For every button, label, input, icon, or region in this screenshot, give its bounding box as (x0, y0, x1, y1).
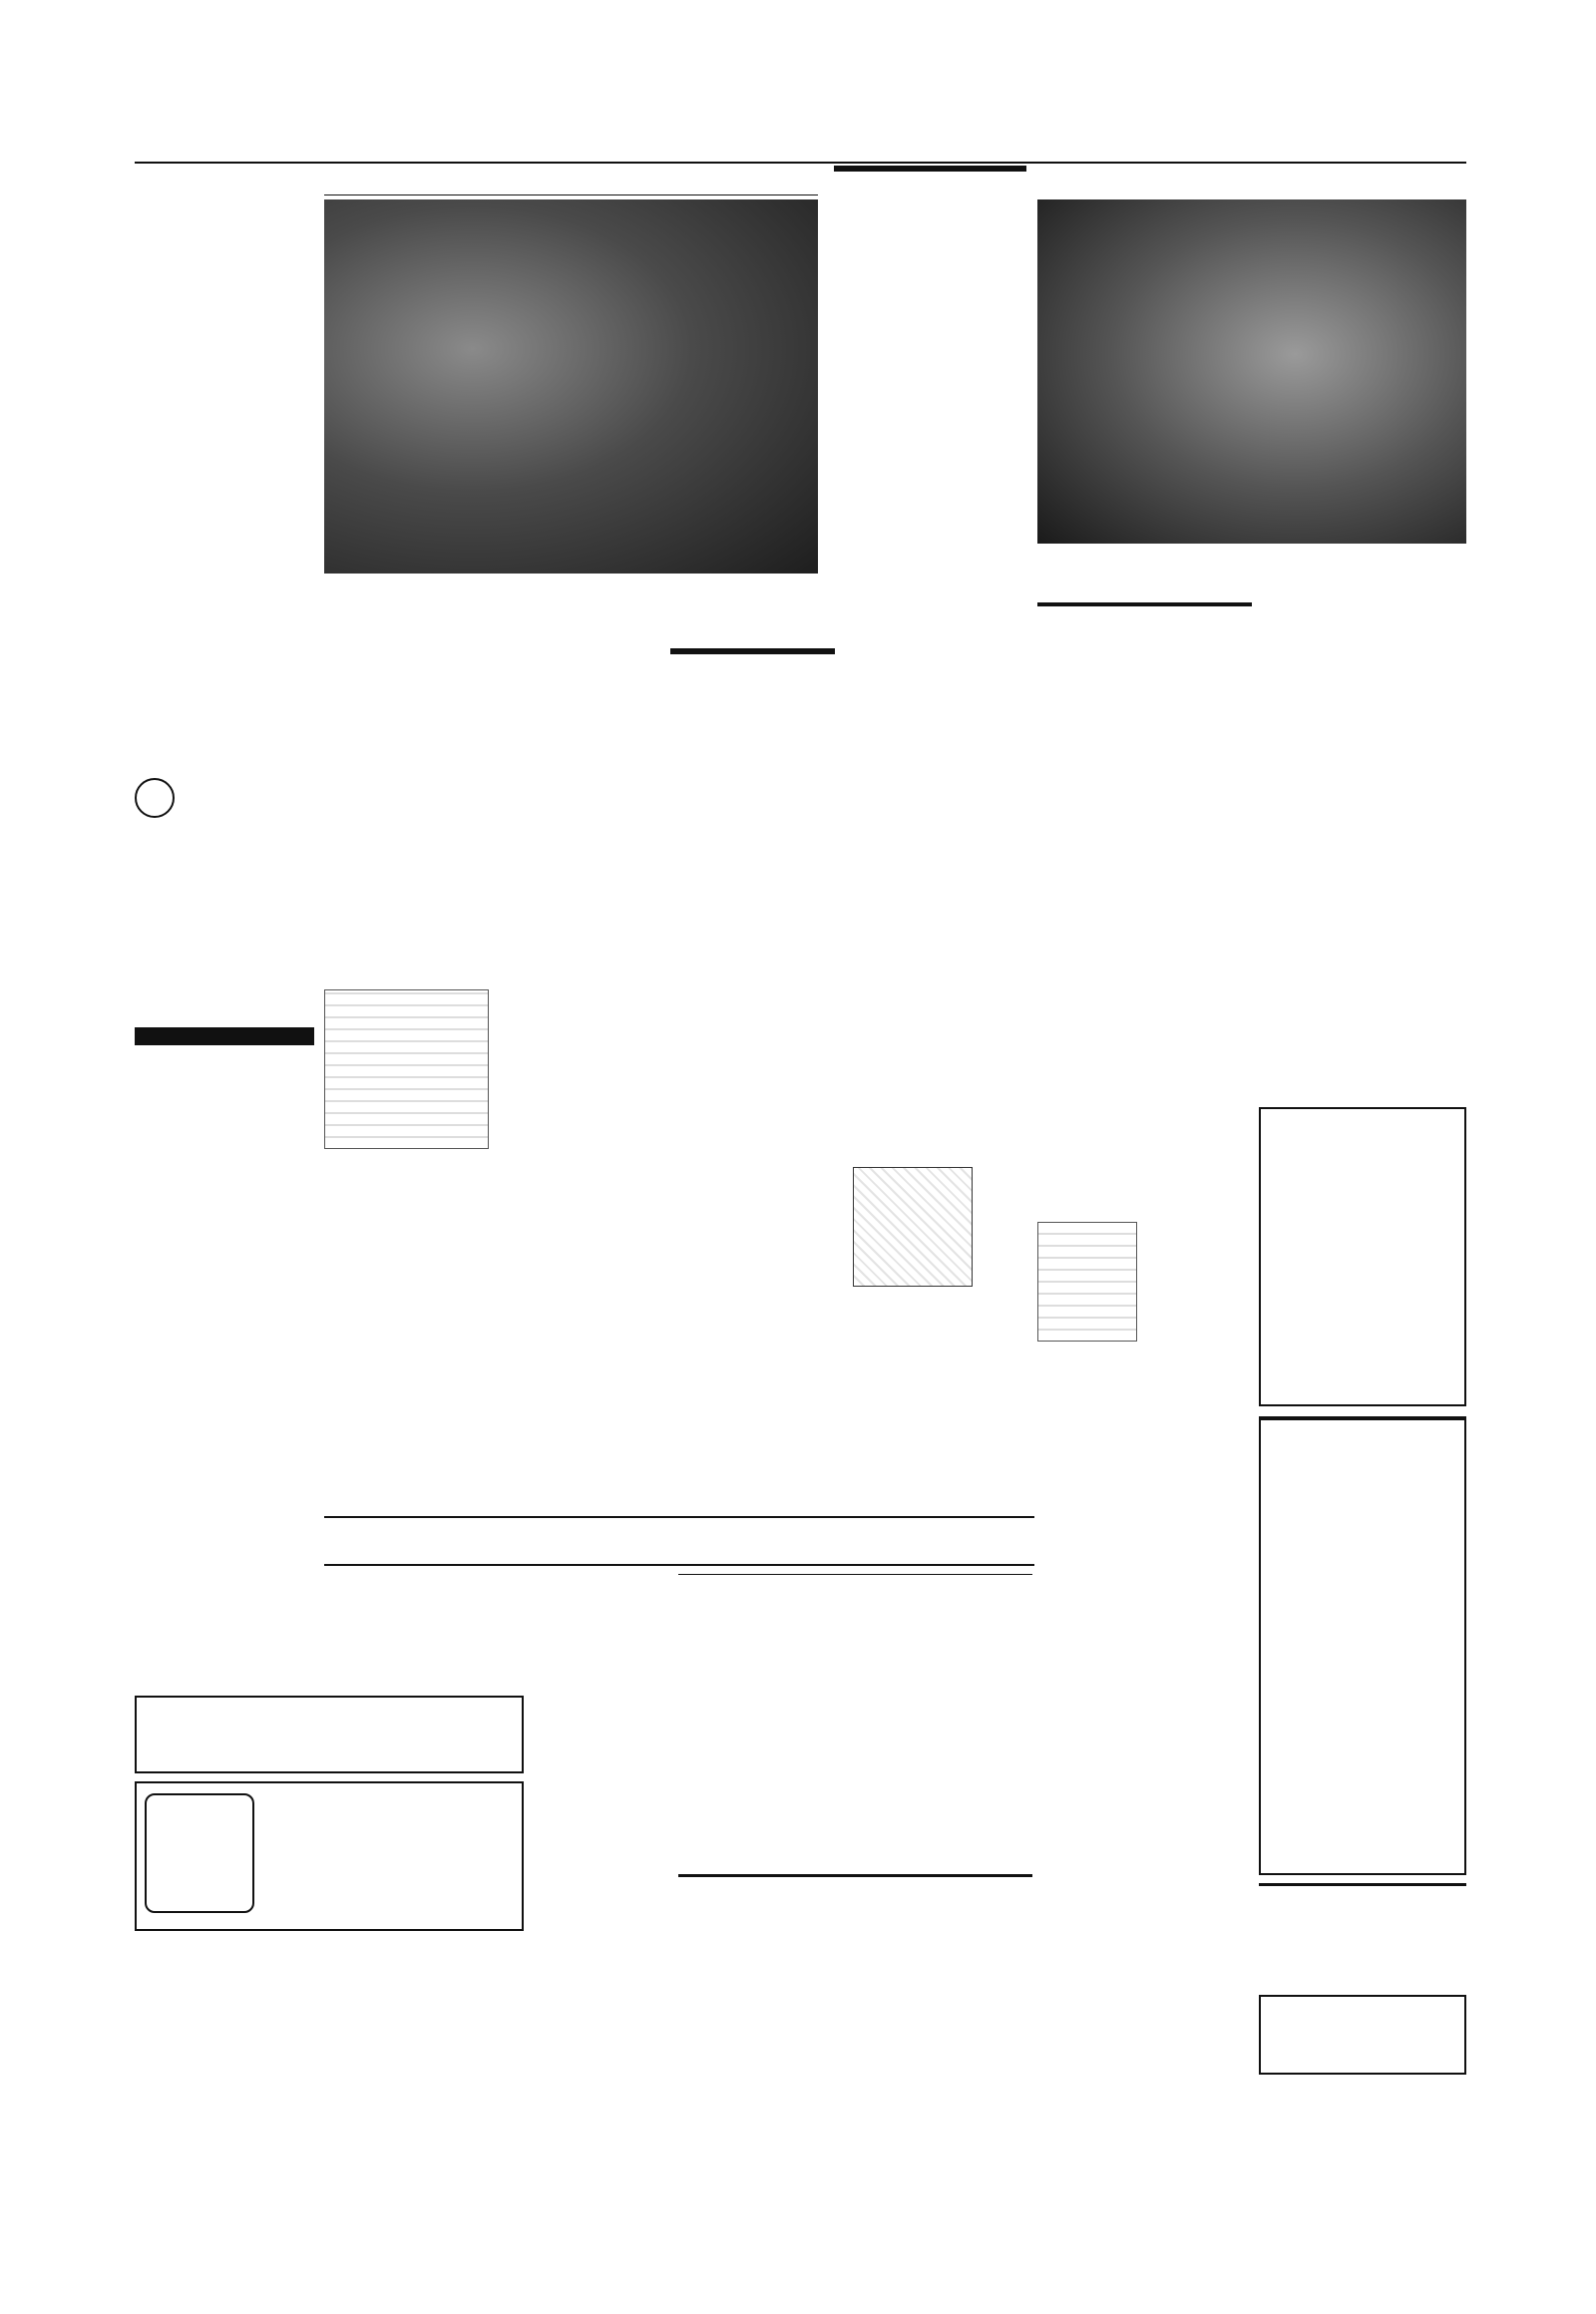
moda-header (324, 166, 818, 195)
elpides-section (1037, 598, 1252, 888)
moda-caption (324, 577, 818, 626)
flags-logo (145, 1793, 254, 1913)
parisis-note (1259, 1922, 1466, 1958)
tragikoi-photo (1037, 199, 1466, 544)
eofns-section (678, 1574, 1032, 2073)
poiisis-verse (496, 989, 661, 1189)
prokrisis-col2-text3 (499, 1803, 668, 1863)
elpides-title (1037, 602, 1252, 606)
poiisis-text-continued (324, 1154, 489, 1453)
kalokairinos-text (670, 1175, 835, 1245)
theatriki-title2 (670, 652, 835, 654)
pical-text (1261, 1424, 1464, 1602)
protathlima-section (324, 1985, 668, 2075)
poiisis-text (324, 636, 661, 936)
prokrisis-text2 (324, 1779, 489, 1859)
elpides-text (1037, 612, 1252, 822)
apo-olon-text-cont (843, 798, 1027, 1157)
radio-icon (135, 778, 175, 818)
insuline-ad (1259, 1107, 1466, 1406)
sport-title (678, 1874, 1032, 1877)
omiliai-text (670, 1245, 835, 1315)
cellar-ad (1259, 1995, 1466, 2075)
b-provoli-text (135, 359, 314, 559)
prokrisis-text (324, 1580, 489, 1779)
apo-olon-title2 (834, 170, 1026, 172)
marriage-notices-text (135, 1051, 314, 1686)
marriage-notices (135, 1027, 314, 1686)
poiisis-section (324, 630, 661, 1518)
pical-title (1261, 1418, 1464, 1420)
athinaiki-section (1037, 893, 1252, 1880)
parisis-text (1259, 1886, 1466, 1922)
sport-text (678, 1881, 1032, 1951)
athinaiki-text (1037, 899, 1252, 1158)
christoforos-section (1259, 598, 1466, 888)
radio-text (135, 822, 314, 1011)
pical-ad (1259, 1416, 1466, 1875)
ballot-illustration (853, 1167, 973, 1287)
apo-olon-text (834, 178, 1026, 736)
radio-section (135, 778, 314, 1017)
prokrisis-col2-text4 (499, 1863, 668, 1913)
prokrisis-col2-text (499, 1574, 668, 1714)
prokrisis-text3 (324, 1859, 489, 1919)
eofns-title3 (678, 1574, 1032, 1575)
eofns-text (678, 1581, 1032, 1870)
gynaikas-section (1259, 893, 1466, 1092)
athinaiki-dialogue (1141, 1222, 1252, 1342)
prokrisis-col2-text2 (499, 1714, 668, 1803)
theatra-text (135, 168, 314, 239)
header-rule (135, 162, 1466, 164)
flags-logo-text (149, 1829, 250, 1856)
theatriki-section (670, 648, 835, 1516)
filathlous-banner (324, 1516, 1034, 1566)
tragikoi-caption (1037, 547, 1466, 596)
poiisis-note (496, 1466, 661, 1506)
poiisis-illustration (324, 989, 489, 1149)
a-provoli-text (135, 239, 314, 359)
theatriki-text (670, 660, 835, 1119)
apo-olon-text-cont2 (843, 1297, 1027, 1496)
tragikoi-header (1037, 166, 1466, 197)
kiniseis-text (670, 1125, 835, 1175)
protathlima-text (324, 1985, 668, 2045)
moda-photo (324, 199, 818, 574)
athinaiki-text-cont (1037, 1347, 1252, 1845)
christoforos-text (1259, 602, 1466, 817)
apo-olon-section (834, 166, 1026, 794)
peiraios-text (135, 559, 314, 708)
marriage-notices-title (135, 1027, 314, 1045)
parisis-ad (1259, 1883, 1466, 1988)
gynaikas-text (1259, 897, 1466, 1036)
apo-olon-cont (843, 798, 1027, 1496)
athinaiki-illustration (1037, 1222, 1137, 1342)
